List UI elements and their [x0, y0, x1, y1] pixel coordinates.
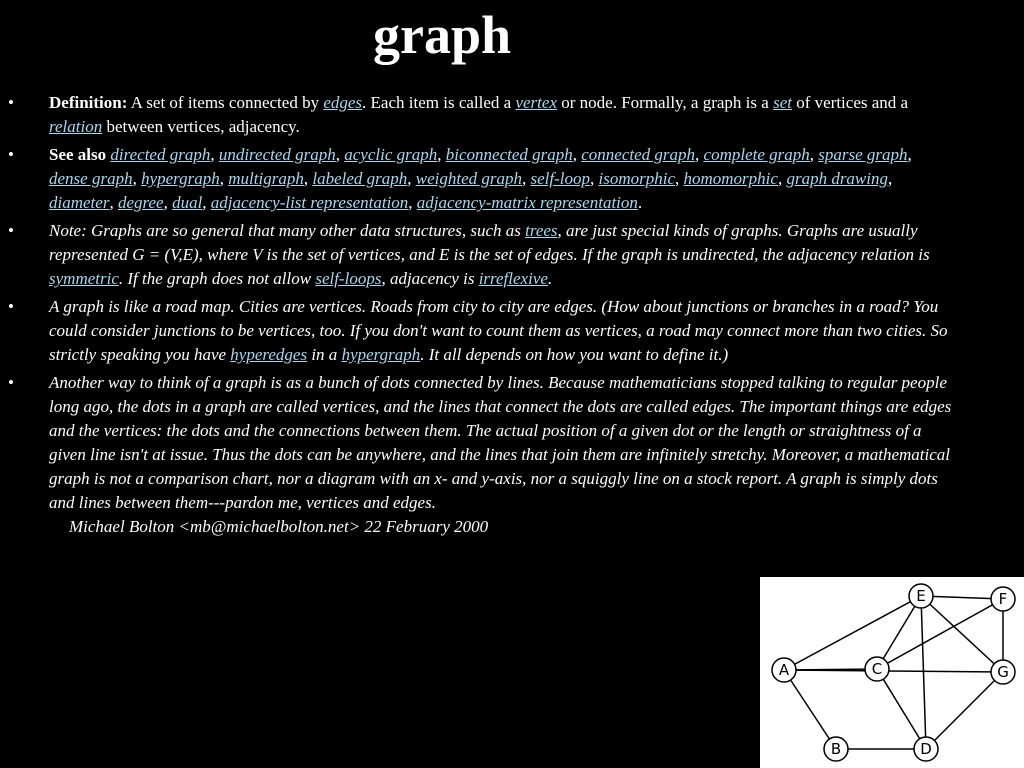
link-directed-graph[interactable]: directed graph — [110, 145, 211, 164]
link-edges[interactable]: edges — [323, 93, 363, 112]
edge-A-G — [784, 670, 1003, 672]
vertex-F — [991, 587, 1015, 611]
link-set[interactable]: set — [773, 93, 792, 112]
vertex-label: G — [997, 663, 1009, 681]
vertex-label: F — [998, 590, 1008, 608]
link-acyclic-graph[interactable]: acyclic graph — [344, 145, 438, 164]
link-isomorphic[interactable]: isomorphic — [598, 169, 675, 188]
link-hypergraph[interactable]: hypergraph — [341, 345, 421, 364]
bullet-marker: • — [8, 373, 14, 392]
link-homomorphic[interactable]: homomorphic — [683, 169, 778, 188]
see-also-links: directed graph, undirected graph, acyclic graph, biconnected graph, connected graph, complete graph, sparse graph, dense graph, hypergraph, multigraph, labeled graph, weighted graph, self-loop, isomorphic, homomorphic, graph drawing, diameter, degree, dual, adjacency-list representation, adjacency-matrix representation — [49, 145, 912, 212]
bullet-marker: • — [8, 93, 14, 112]
vertex-label: C — [871, 660, 883, 678]
link-connected-graph[interactable]: connected graph — [581, 145, 696, 164]
note-text: , are just special kinds of graphs. Graphs are usually represented G = (V,E), where V is the set of vertices, and E is the set of edges. If the graph is undirected, the adjacency relation is — [49, 221, 930, 264]
edge-E-G — [921, 596, 1003, 672]
dots-item — [8, 371, 953, 539]
graph-diagram — [760, 577, 1024, 768]
link-self-loop[interactable]: self-loop — [530, 169, 590, 188]
link-degree[interactable]: degree — [117, 193, 164, 212]
vertex-E — [909, 584, 933, 608]
bullet-list — [8, 91, 953, 543]
edge-C-E — [877, 596, 921, 669]
link-hypergraph[interactable]: hypergraph — [141, 169, 220, 188]
page-title: graph — [373, 5, 512, 65]
dots-text: Another way to think of a graph is as a bunch of dots connected by lines. Because mathematicians stopped talking to regular people long ago, the dots in a graph are called vertices, and the lines that connect the dots are called edges. The important things are edges and the vertices: the dots and the connections between them. The actual position of a given dot or the length or straightness of a given line isn't at issue. Thus the dots can be anywhere, and the lines that join them are infinitely stretchy. Moreover, a mathematical graph is not a comparison chart, nor a diagram with an x- and y-axis, nor a squiggly line on a stock report. A graph is simply dots and lines between them---pardon me, vertices and edges. — [49, 373, 952, 512]
link-dual[interactable]: dual — [172, 193, 203, 212]
link-relation[interactable]: relation — [49, 117, 103, 136]
note-text: , adjacency is — [381, 269, 479, 288]
link-undirected-graph[interactable]: undirected graph — [218, 145, 336, 164]
road-map-text: A graph is like a road map. Cities are vertices. Roads from city to city are edges. (How about junctions or branches in a road? You could consider junctions to be vertices, too. If you don't want to count them as vertices, a road may connect more than two cities. So strictly speaking you have — [49, 297, 948, 364]
link-irreflexive[interactable]: irreflexive — [478, 269, 548, 288]
definition-text: of vertices and a — [791, 93, 909, 112]
vertex-D — [914, 737, 938, 761]
link-diameter[interactable]: diameter — [49, 193, 110, 212]
link-symmetric[interactable]: symmetric — [49, 269, 119, 288]
bullet-marker: • — [8, 297, 14, 316]
edge-C-D — [877, 669, 926, 749]
link-adjacency-list-representation[interactable]: adjacency-list representation — [210, 193, 409, 212]
see-also-label: See also — [49, 145, 107, 164]
definition-text: between vertices, adjacency. — [102, 117, 300, 136]
note-text: . If the graph does not allow — [118, 269, 316, 288]
link-sparse-graph[interactable]: sparse graph — [818, 145, 908, 164]
definition-text: A set of items connected by — [127, 93, 324, 112]
signature: Michael Bolton <mb@michaelbolton.net> 22 February 2000 — [69, 517, 489, 536]
bullet-marker: • — [8, 145, 14, 164]
link-graph-drawing[interactable]: graph drawing — [786, 169, 888, 188]
link-multigraph[interactable]: multigraph — [228, 169, 304, 188]
definition-label: Definition: — [49, 93, 128, 112]
link-complete-graph[interactable]: complete graph — [703, 145, 810, 164]
edge-D-G — [926, 672, 1003, 749]
graph-diagram-svg — [760, 577, 1024, 768]
link-dense-graph[interactable]: dense graph — [49, 169, 133, 188]
road-map-text: in a — [307, 345, 342, 364]
link-self-loops[interactable]: self-loops — [315, 269, 382, 288]
edge-D-E — [921, 596, 926, 749]
vertex-B — [824, 737, 848, 761]
definition-text: or node. Formally, a graph is a — [557, 93, 774, 112]
vertex-G — [991, 660, 1015, 684]
note-text: . — [547, 269, 553, 288]
vertex-A — [772, 658, 796, 682]
link-hyperedges[interactable]: hyperedges — [230, 345, 308, 364]
note-text: Note: Graphs are so general that many other data structures, such as — [49, 221, 526, 240]
link-vertex[interactable]: vertex — [515, 93, 557, 112]
link-biconnected-graph[interactable]: biconnected graph — [445, 145, 573, 164]
bullet-marker: • — [8, 221, 14, 240]
note-item — [8, 219, 953, 291]
vertex-label: A — [778, 661, 790, 679]
edge-A-E — [784, 596, 921, 670]
definition-text: . Each item is called a — [362, 93, 516, 112]
edge-A-B — [784, 670, 836, 749]
road-map-item — [8, 295, 953, 367]
link-weighted-graph[interactable]: weighted graph — [415, 169, 522, 188]
road-map-text: . It all depends on how you want to define it.) — [420, 345, 729, 364]
vertex-label: E — [916, 587, 926, 605]
link-adjacency-matrix-representation[interactable]: adjacency-matrix representation — [416, 193, 638, 212]
vertex-label: D — [920, 740, 932, 758]
vertex-C — [865, 657, 889, 681]
link-trees[interactable]: trees — [525, 221, 558, 240]
definition-item — [8, 91, 953, 139]
link-labeled-graph[interactable]: labeled graph — [312, 169, 408, 188]
vertex-label: B — [830, 740, 842, 758]
see-also-item: • See also directed graph, undirected graph, acyclic graph, biconnected graph, connected graph, complete graph, sparse graph, dense graph, hypergraph, multigraph, labeled graph, weighted graph, self-loop, isomorphic, homomorphic, graph drawing, diameter, degree, dual, adjacency-list representation, adjacency-matrix representation. — [8, 145, 912, 212]
